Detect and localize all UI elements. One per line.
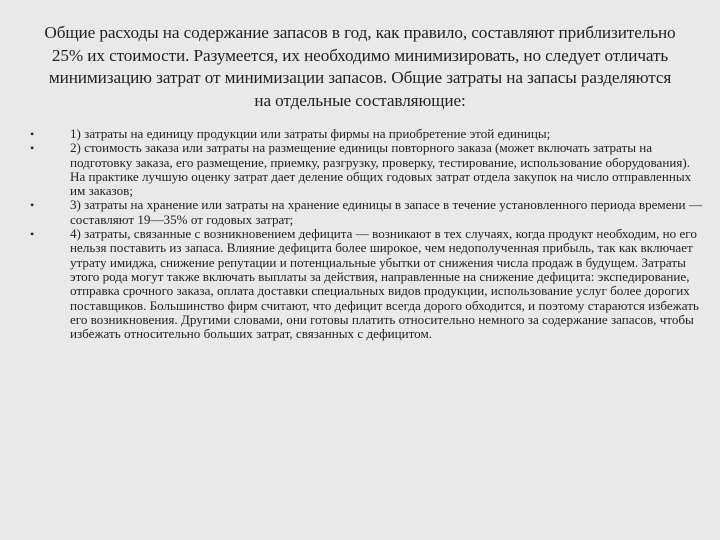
- bullet-icon: •: [30, 141, 35, 156]
- bullet-icon: •: [30, 227, 35, 242]
- list-item: [30, 141, 702, 198]
- list-item: [30, 198, 702, 227]
- list-item: [30, 227, 702, 341]
- list-item-text: 4) затраты, связанные с возникновением дефицита — возникают в тех случаях, когда продукт необходим, но его нельзя поставить из запаса. Влияние дефицита более широкое, чем недополученная прибыль, так как включает утрату имиджа, снижение репутации и потенциальные убытки от снижения числа продаж в будущем. Затраты этого рода могут также включать выплаты за действия, направленные на снижение дефицита: экспедирование, отправка срочного заказа, оплата доставки специальных видов продукции, использование услуг более дорогих поставщиков. Большинство фирм считают, что дефицит всегда дорого обходится, и поэтому стараются избежать его возникновения. Другими словами, они готовы платить относительно немного за содержание запасов, чтобы избежать относительно больших затрат, связанных с дефицитом.: [70, 226, 699, 342]
- bullet-icon: •: [30, 127, 35, 141]
- list-item-text: 2) стоимость заказа или затраты на размещение единицы повторного заказа (может включать затраты на подготовку заказа, его размещение, приемку, разгрузку, проверку, тестирование, использование оборудования). На практике лучшую оценку затрат дает деление общих годовых затрат отдела закупок на число отправленных им заказов;: [70, 140, 692, 199]
- bullet-icon: •: [30, 198, 35, 213]
- list-item-text: 3) затраты на хранение или затраты на хранение единицы в запасе в течение установленного периода времени — составляют 19—35% от годовых затрат;: [70, 197, 702, 227]
- intro-paragraph: Общие расходы на содержание запасов в год, как правило, составляют приблизительно 25% их стоимости. Разумеется, их необходимо минимизировать, но следует отличать минимизацию затрат от минимизации запасов. Общие затраты на запасы разделяются на отдельные составляющие:: [44, 23, 676, 110]
- list-item: [30, 127, 702, 141]
- cost-components-list: [30, 127, 702, 341]
- list-item-text: 1) затраты на единицу продукции или затраты фирмы на приобретение этой единицы;: [70, 126, 551, 141]
